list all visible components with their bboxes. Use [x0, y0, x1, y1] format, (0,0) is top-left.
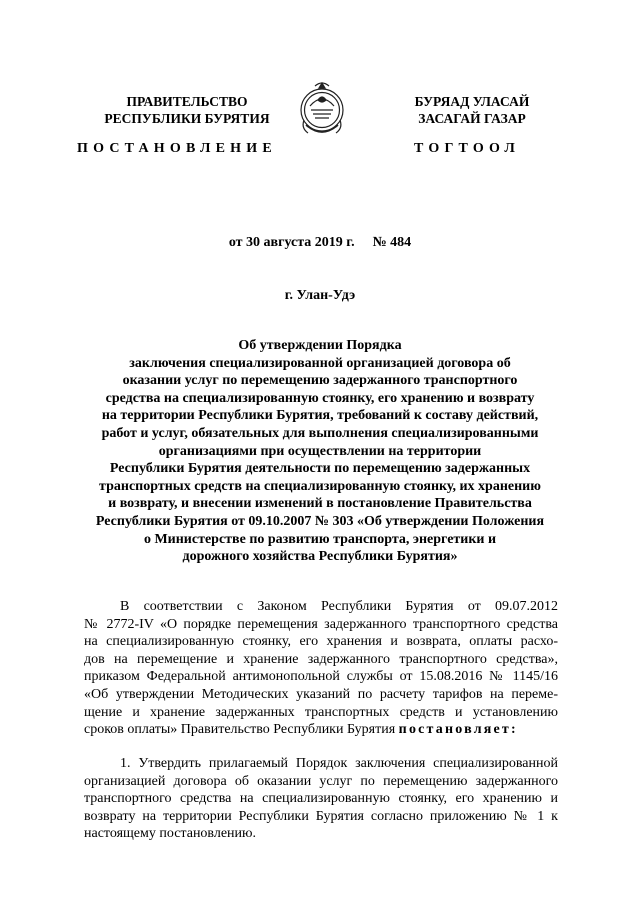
- title-line: транспортных средств на специализированную стоянку, их хранению: [99, 478, 541, 494]
- issuer-name-russian: [82, 93, 292, 127]
- issuer-line: ЗАСАГАЙ ГАЗАР: [418, 111, 526, 126]
- item-1-paragraph: [84, 755, 558, 843]
- preamble-paragraph: [84, 598, 558, 739]
- paragraph-line: № 2772-IV «О порядке перемещения задержанного транспортного средства: [84, 616, 558, 632]
- document-number: № 484: [372, 235, 412, 250]
- title-line: средства на специализированную стоянку, его хранению и возврату: [105, 390, 535, 406]
- coat-of-arms-emblem-icon: [296, 80, 348, 142]
- coat-of-arms-icon: [296, 80, 348, 142]
- title-line: Республики Бурятия деятельности по перемещению задержанных: [109, 461, 531, 477]
- city: г. Улан-Удэ: [284, 288, 356, 303]
- preamble-last-text: сроков оплаты» Правительство Республики Бурятия: [84, 722, 396, 738]
- title-line: и возврату, и внесении изменений в постановление Правительства: [108, 496, 532, 512]
- doc-type-buryat: ТОГТООЛ: [414, 141, 521, 156]
- issuer-line: ПРАВИТЕЛЬСТВО: [126, 94, 248, 109]
- paragraph-line: В соответствии с Законом Республики Бурятия от 09.07.2012: [120, 599, 558, 614]
- paragraph-line: «Об утверждении Методических указаний по расчету тарифов на переме-: [84, 686, 558, 702]
- title-line: Об утверждении Порядка: [238, 338, 402, 353]
- paragraph-line: настоящему постановлению.: [84, 826, 256, 842]
- issuer-line: РЕСПУБЛИКИ БУРЯТИЯ: [104, 111, 270, 126]
- title-line: организациями при осуществлении на территории: [158, 443, 482, 459]
- paragraph-line: щение и хранение задержанных транспортных средств и установлению: [84, 704, 558, 720]
- paragraph-line: организацией договора об оказании услуг по перемещению задержанного: [84, 773, 558, 789]
- paragraph-line: на специализированную стоянку, его хранения и возврата, оплаты расхо-: [84, 634, 558, 650]
- paragraph-line: приказом Федеральной антимонопольной службы от 15.08.2016 № 1145/16: [84, 669, 558, 685]
- title-line: оказании услуг по перемещению задержанного транспортного: [122, 373, 518, 389]
- paragraph-line: транспортного средства на специализированную стоянку, его хранению и: [84, 791, 558, 807]
- issuer-line: БУРЯАД УЛАСАЙ: [414, 94, 530, 109]
- date-number-line: [0, 235, 640, 251]
- document-date: от 30 августа 2019 г.: [228, 235, 355, 250]
- doc-type-russian: ПОСТАНОВЛЕНИЕ: [77, 141, 277, 156]
- title-line: о Министерстве по развитию транспорта, энергетики и: [143, 531, 497, 547]
- issuer-name-buryat: [382, 93, 562, 127]
- decree-word: постановляет:: [398, 722, 518, 738]
- title-line: дорожного хозяйства Республики Бурятия»: [182, 549, 458, 565]
- title-line: заключения специализированной организацией договора об: [129, 355, 511, 371]
- paragraph-line: возврату на территории Республики Бурятия согласно приложению № 1 к: [84, 808, 558, 824]
- paragraph-line: 1. Утвердить прилагаемый Порядок заключения специализированной: [120, 756, 558, 771]
- title-line: Республики Бурятия от 09.10.2007 № 303 «Об утверждении Положения: [95, 513, 545, 529]
- paragraph-line: [84, 721, 558, 739]
- title-line: на территории Республики Бурятия, требований к составу действий,: [101, 408, 539, 424]
- document-title: [70, 337, 570, 566]
- title-line: работ и услуг, обязательных для выполнения специализированными: [101, 425, 539, 441]
- paragraph-line: дов на перемещение и хранение задержанного транспортного средства»,: [84, 651, 558, 667]
